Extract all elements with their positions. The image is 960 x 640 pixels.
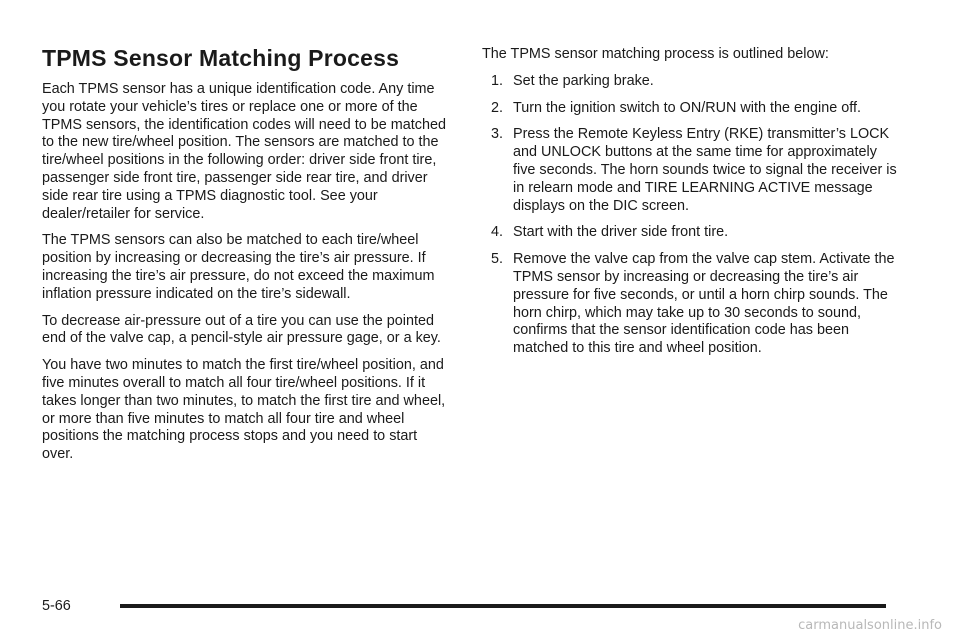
steps-list [482, 73, 902, 358]
step-number: 4. [491, 224, 504, 241]
paragraph: The TPMS sensors can also be matched to each tire/wheel position by increasing or decreasing the tire’s air pressure. If increasing the tire’s air pressure, do not exceed the maximum inflation pressure indicated on the tire’s sidewall. [42, 232, 435, 302]
step-number: 1. [491, 72, 504, 89]
right-column [482, 44, 902, 367]
paragraph: Each TPMS sensor has a unique identification code. Any time you rotate your vehicle’s tires or replace one or more of the TPMS sensors, the identification codes will need to be matched to the new tire/wheel position. The sensors are matched to the tire/wheel positions in the following order: driver side front tire, passenger side front tire, passenger side rear tire, and driver side rear tire using a TPMS diagnostic tool. See your dealer/retailer for service. [42, 81, 446, 222]
step-text: Turn the ignition switch to ON/RUN with the engine off. [513, 99, 861, 116]
watermark: carmanualsonline.info [798, 618, 942, 633]
step-text: Press the Remote Keyless Entry (RKE) transmitter’s LOCK and UNLOCK buttons at the same time for approximately five seconds. The horn sounds twice to signal the receiver is in relearn mode and TIRE LEARNING ACTIVE message displays on the DIC screen. [513, 126, 897, 214]
step-item [488, 126, 902, 215]
paragraph: To decrease air-pressure out of a tire you can use the pointed end of the valve cap, a pencil-style air pressure gage, or a key. [42, 312, 441, 347]
step-item [488, 251, 902, 358]
step-number: 3. [491, 126, 504, 143]
step-item [488, 224, 902, 242]
paragraph: You have two minutes to match the first tire/wheel position, and five minutes overall to match all four tire/wheel positions. If it takes longer than two minutes, to match the first tire and wheel, or more than five minutes to match all four tire and wheel positions the matching process stops and you need to start over. [42, 357, 446, 463]
step-text: Start with the driver side front tire. [513, 224, 729, 241]
steps-intro: The TPMS sensor matching process is outlined below: [482, 46, 829, 62]
left-column [42, 44, 452, 473]
page-number: 5-66 [42, 598, 71, 614]
step-item [488, 100, 902, 118]
step-number: 2. [491, 99, 504, 116]
step-number: 5. [491, 251, 504, 268]
footer-rule [120, 604, 886, 608]
section-heading: TPMS Sensor Matching Process [42, 45, 400, 71]
step-text: Set the parking brake. [513, 72, 654, 89]
step-item [488, 73, 902, 91]
step-text: Remove the valve cap from the valve cap stem. Activate the TPMS sensor by increasing or decreasing the tire’s air pressure for five seconds, or until a horn chirp sounds. The horn chirp, which may take up to 30 seconds to sound, confirms that the sensor identification code has been matched to this tire and wheel position. [513, 251, 895, 357]
